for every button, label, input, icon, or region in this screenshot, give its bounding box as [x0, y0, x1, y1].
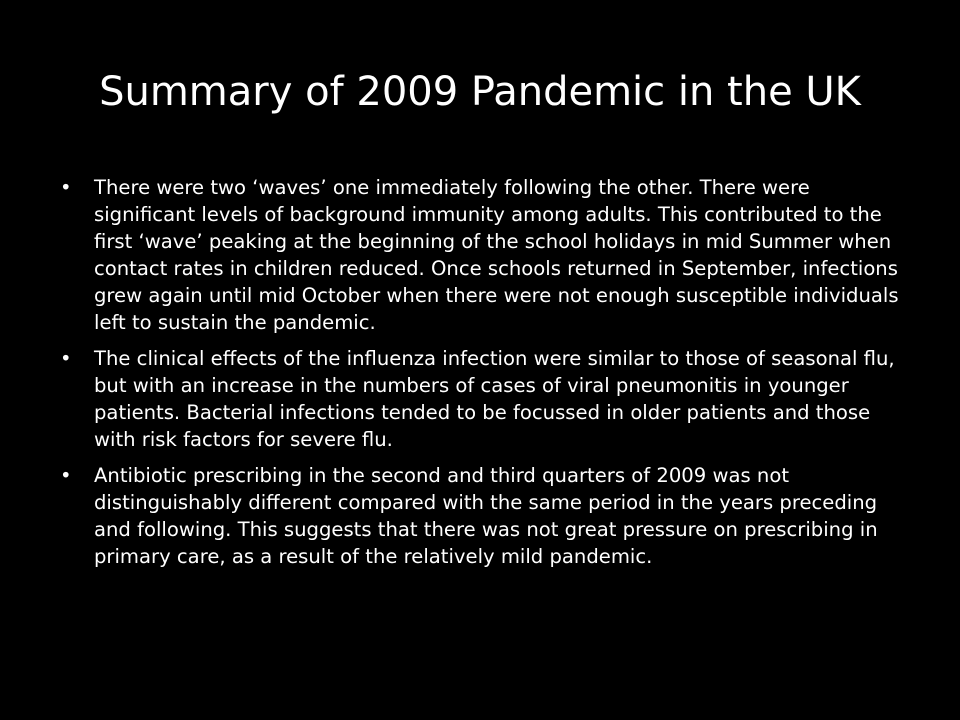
bullet-item-clinical-effects: [60, 345, 908, 453]
bullet-list: [60, 174, 908, 579]
bullet-item-antibiotic-prescribing: [60, 462, 908, 570]
bullet-icon: •: [60, 464, 72, 487]
bullet-icon: •: [60, 176, 72, 199]
slide-title: Summary of 2009 Pandemic in the UK: [99, 69, 861, 115]
bullet-text-clinical-effects: The clinical effects of the influenza infection were similar to those of seasonal flu, but with an increase in the numbers of cases of viral pneumonitis in younger patients. Bacterial infections tended to be focussed in older patients and those with risk factors for severe flu.: [94, 347, 895, 451]
bullet-item-waves: [60, 174, 908, 336]
bullet-text-waves: There were two ‘waves’ one immediately following the other. There were significant levels of background immunity among adults. This contributed to the first ‘wave’ peaking at the beginning of the school holidays in mid Summer when contact rates in children reduced. Once schools returned in September, infections grew again until mid October when there were not enough susceptible individuals left to sustain the pandemic.: [94, 176, 899, 334]
bullet-text-antibiotic-prescribing: Antibiotic prescribing in the second and third quarters of 2009 was not distinguishably different compared with the same period in the years preceding and following. This suggests that there was not great pressure on prescribing in primary care, as a result of the relatively mild pandemic.: [94, 464, 878, 568]
bullet-icon: •: [60, 347, 72, 370]
